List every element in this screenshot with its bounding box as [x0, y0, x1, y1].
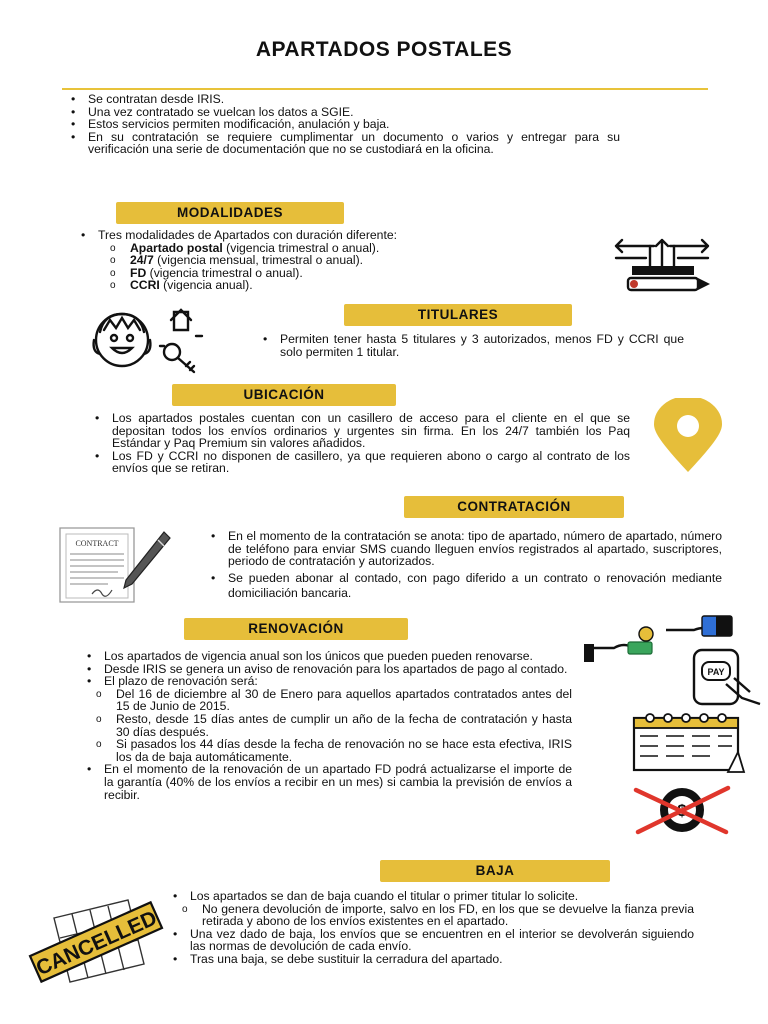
list-item: o Apartado postal (vigencia trimestral o anual).: [108, 242, 578, 255]
list-item: • Desde IRIS se genera un aviso de renovación para los apartados de pago al contado.: [84, 663, 572, 676]
titulares-list: [260, 333, 684, 358]
list-item: o CCRI (vigencia anual).: [108, 279, 578, 292]
list-item: • Estos servicios permiten modificación, anulación y baja.: [68, 118, 620, 131]
list-item: o Resto, desde 15 días antes de cumplir un año de la fecha de contratación y hasta 30 días después.: [94, 713, 572, 738]
mobile-pay-icon: [690, 648, 762, 708]
modalidades-list: [78, 229, 578, 292]
list-item: • En el momento de la contratación se anota: tipo de apartado, número de apartado, número de teléfono para enviar SMS cuando lleguen envíos registrados al apartado, suscriptores, periodo de contratación y autorizados.: [208, 530, 722, 568]
list-item: • Los apartados de vigencia anual son los únicos que pueden pueden renovarse.: [84, 650, 572, 663]
calendar-icon: [628, 712, 750, 774]
list-item: • En su contratación se requiere cumplimentar un documento o varios y entregar para su verificación una serie de documentación que no se custodiará en la oficina.: [68, 131, 620, 156]
list-item: o Si pasados los 44 días desde la fecha de renovación no se hace esta efectiva, IRIS los da de baja automáticamente.: [94, 738, 572, 763]
pay-label: PAY: [707, 667, 725, 677]
page-title: APARTADOS POSTALES: [255, 38, 513, 61]
list-item: • Los apartados se dan de baja cuando el titular o primer titular lo solicite.: [170, 890, 694, 903]
routes-icon: [610, 236, 714, 294]
section-heading-modalidades: MODALIDADES: [116, 202, 344, 224]
section-heading-renovacion: RENOVACIÓN: [184, 618, 408, 640]
no-money-icon: [630, 784, 734, 836]
list-item: • Los FD y CCRI no disponen de casillero, ya que requieren abono o cargo al contrato de los envíos que se retiran.: [92, 450, 630, 475]
list-item: • Una vez dado de baja, los envíos que se encuentren en el interior se devolverán siguiendo las normas de devolución de cada envío.: [170, 928, 694, 953]
title-divider: [62, 88, 708, 90]
list-item: • Se pueden abonar al contado, con pago diferido a un contrato o renovación mediante domiciliación bancaria.: [208, 571, 722, 601]
list-item: o Del 16 de diciembre al 30 de Enero para aquellos apartados contratados antes del 15 de Junio de 2015.: [94, 688, 572, 713]
cancelled-label: CANCELLED: [32, 906, 161, 981]
section-heading-titulares: TITULARES: [344, 304, 572, 326]
renovacion-list: [84, 650, 572, 801]
list-item: • En el momento de la renovación de un apartado FD podrá actualizarse el importe de la garantía (40% de los envíos a recibir en un mes) si cambia la previsión de envíos a recibir.: [84, 763, 572, 801]
contract-label: CONTRACT: [75, 539, 119, 548]
section-heading-ubicacion: UBICACIÓN: [172, 384, 396, 406]
list-item: • Tres modalidades de Apartados con duración diferente:: [78, 229, 578, 242]
list-item: • Se contratan desde IRIS.: [68, 93, 620, 106]
section-heading-contratacion: CONTRATACIÓN: [404, 496, 624, 518]
list-item: • El plazo de renovación será:: [84, 675, 572, 688]
baja-list: [170, 890, 694, 966]
contratacion-list: [208, 530, 722, 601]
list-item: • Permiten tener hasta 5 titulares y 3 autorizados, menos FD y CCRI que solo permiten 1 titular.: [260, 333, 684, 358]
list-item: • Tras una baja, se debe sustituir la cerradura del apartado.: [170, 953, 694, 966]
list-item: o No genera devolución de importe, salvo en los FD, en los que se devuelve la fianza previa retirada y abono de los envíos existentes en el apartado.: [180, 903, 694, 928]
list-item: o 24/7 (vigencia mensual, trimestral o anual).: [108, 254, 578, 267]
list-item: • Una vez contratado se vuelcan los datos a SGIE.: [68, 106, 620, 119]
intro-list: [68, 93, 620, 156]
section-heading-baja: BAJA: [380, 860, 610, 882]
list-item: o FD (vigencia trimestral o anual).: [108, 267, 578, 280]
location-pin-icon: [650, 398, 726, 474]
contract-icon: [48, 524, 174, 606]
cancelled-stamp-icon: [26, 886, 166, 986]
ubicacion-list: [92, 412, 630, 475]
user-key-icon: [86, 306, 210, 376]
list-item: • Los apartados postales cuentan con un casillero de acceso para el cliente en el que se depositan todos los envíos ordinarios y urgentes sin firma. En los 24/7 también los Paq Estándar y Paq Premium sin valores añadidos.: [92, 412, 630, 450]
